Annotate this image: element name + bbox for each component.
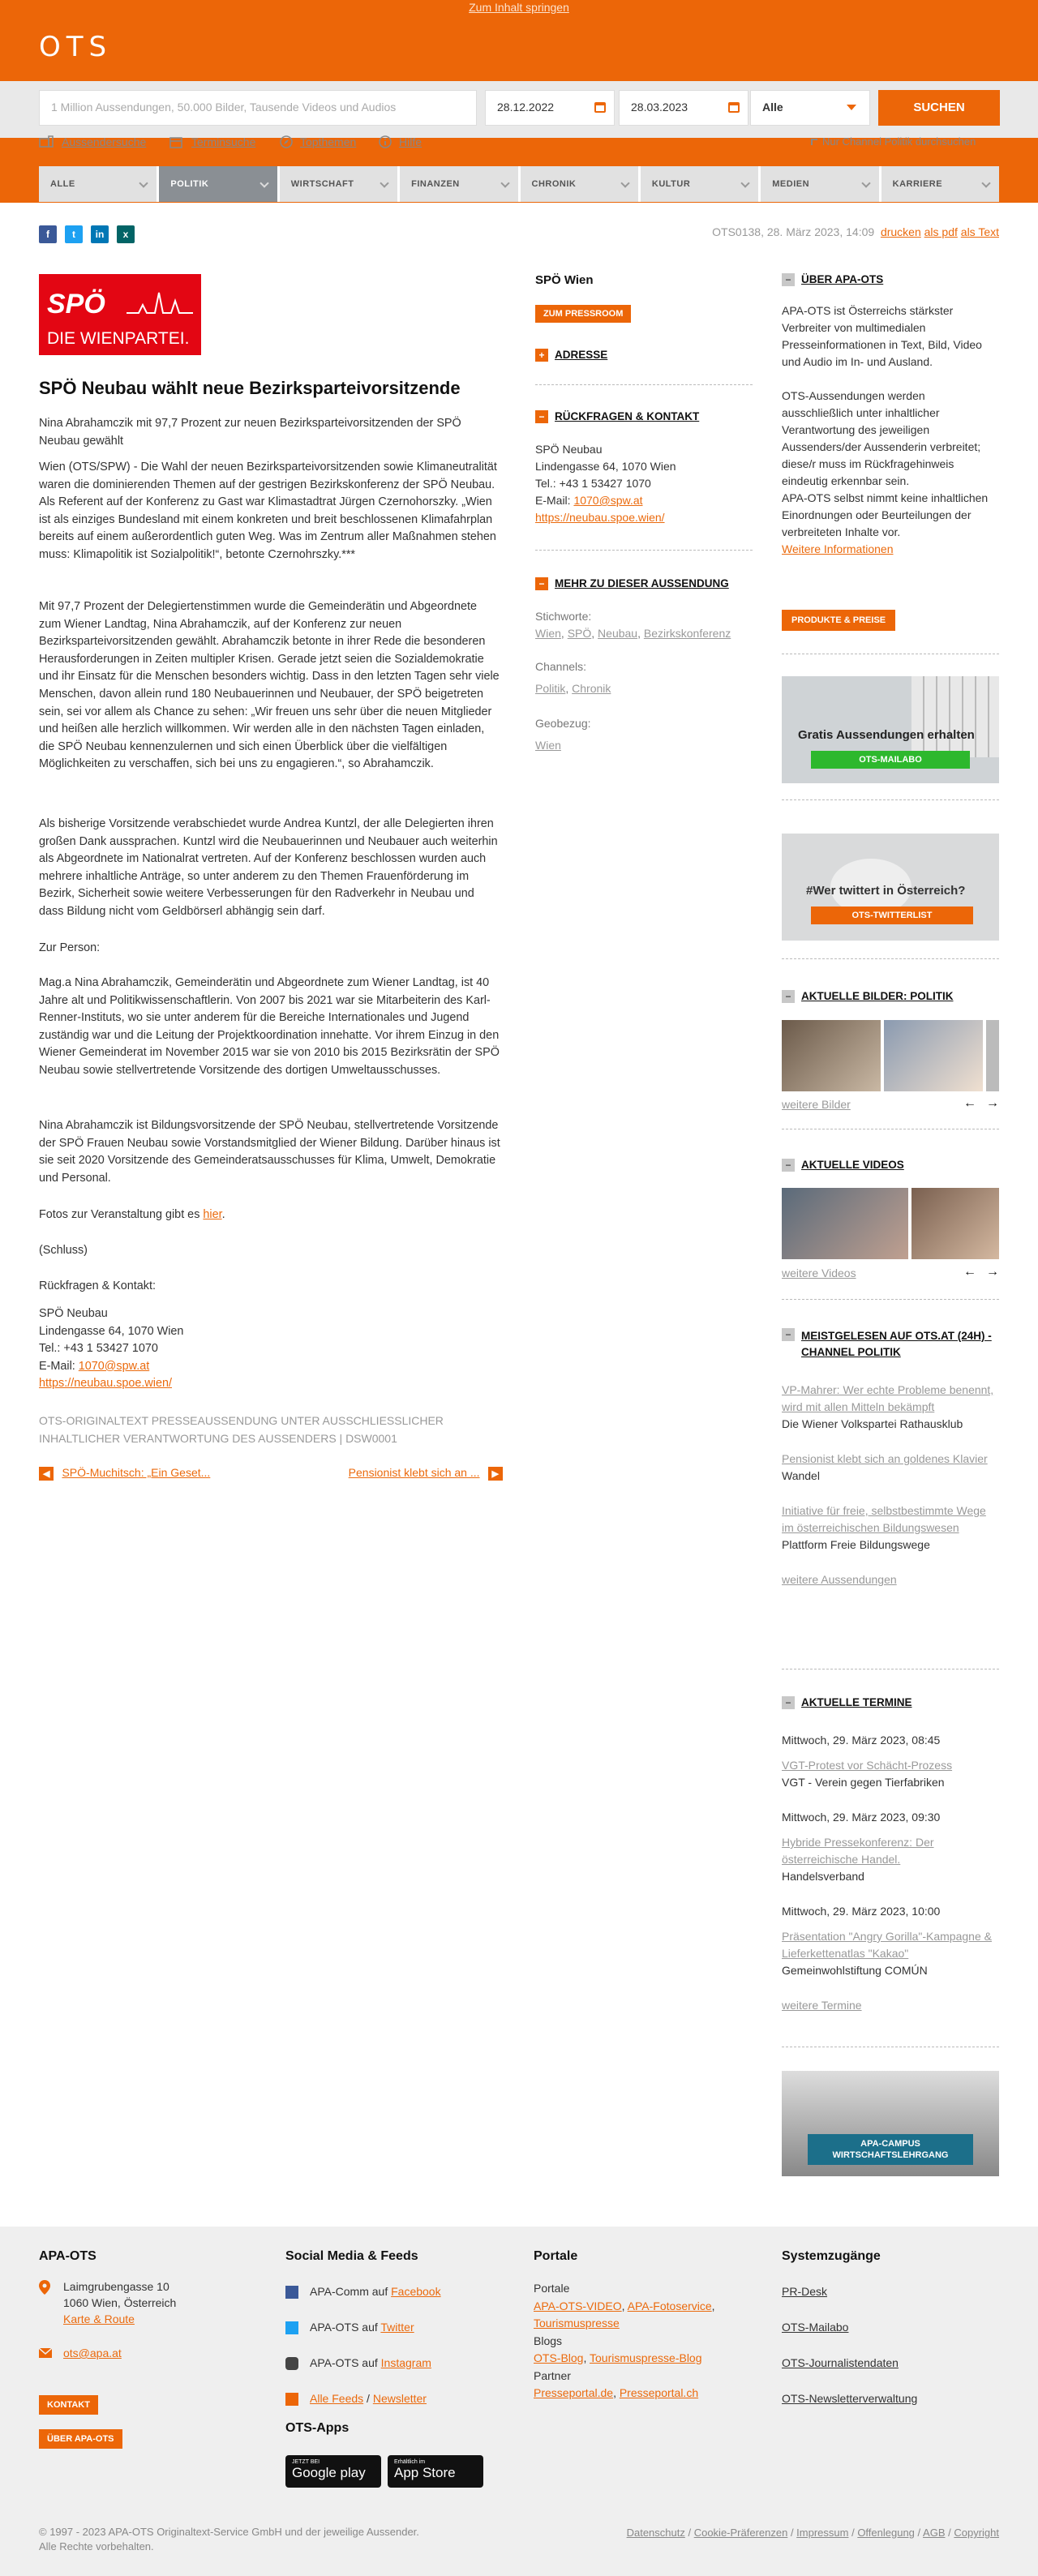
prev-article-link[interactable] [39,1466,210,1481]
event-organizer: VGT - Verein gegen Tierfabriken [782,1776,945,1789]
minus-icon: − [535,577,548,590]
contact-line: Lindengasse 64, 1070 Wien [39,1324,184,1338]
video-thumbnail[interactable] [782,1188,908,1259]
paragraph: Nina Abrahamczik ist Bildungsvorsitzende der SPÖ Neubau, stellvertretende Vorsitzende der SPÖ Frauen Neubau sowie Vorstandsmitglied der Wiener Bildung. Darüber hinaus ist sie seit 2020 Vorsitzende des Gemeinderatsausschusses für Klima, Umwelt, Demokratie und Personal. [39,1119,500,1185]
contact-line: Tel.: +43 1 53427 1070 [535,477,651,490]
feeds-line [310,2390,427,2407]
email-link[interactable]: 1070@spw.at [78,1359,150,1373]
prev-label[interactable]: SPÖ-Muchitsch: „Ein Geset... [62,1466,211,1479]
legal-link[interactable]: Datenschutz [626,2527,685,2539]
social-text: APA-OTS auf [310,2356,381,2369]
paragraph: Als bisherige Vorsitzende verabschiedet wurde Andrea Kuntzl, der alle Delegierten ihren großen Dank aussprachen. Kuntzl wird die Neubauerinnen und Neubauer auch weiterhin als Abgeordnete im Nationalrat vertreten. Auf der Konferenz beschlossen wurden auch mehrere inhaltliche Anträge, so unter anderem zu den Themen Frauenförderung im Bezirk, Sicherheit sowie weitere Verbesserungen für den Radverkehr in Neubau und dass Bildung nicht vom Geldbörserl abhängig sein darf. [39,817,498,918]
event-link[interactable]: VGT-Protest vor Schächt-Prozess [782,1759,953,1772]
minus-icon: − [782,990,795,1003]
mailabo-banner[interactable] [782,676,999,783]
article-lead: Nina Abrahamczik mit 97,7 Prozent zur neuen Bezirksparteivorsitzenden der SPÖ Neubau gewählt [39,417,461,448]
prev-arrow-icon[interactable]: ← [963,1265,976,1279]
system-link[interactable]: OTS-Journalistendaten [782,2356,899,2369]
footer-heading: Portale [534,2249,578,2263]
article-link[interactable]: Initiative für freie, selbstbestimmte Wege im österreichischen Bildungswesen [782,1504,986,1534]
sender-label: Die Wiener Volkspartei Rathausklub [782,1417,963,1430]
channel-only-label: Nur Channel Politik durchsuchen [822,135,976,148]
filter-select[interactable] [750,90,870,126]
system-link[interactable]: OTS-Mailabo [782,2321,849,2334]
keyword-link[interactable]: SPÖ [567,627,592,640]
event-search-link[interactable]: Terminsuche [191,135,256,148]
more-images-link[interactable]: weitere Bilder [782,1098,851,1111]
article-meta [712,225,999,238]
address-line: 1060 Wien, Österreich [63,2296,177,2309]
text: . [221,1208,225,1221]
footer-heading: APA-OTS [39,2249,97,2263]
divider [782,958,999,959]
section-title: AKTUELLE TERMINE [801,1696,912,1708]
date-to-field[interactable] [619,90,748,126]
event-organizer: Handelsverband [782,1870,864,1883]
nav-label: CHRONIK [531,179,577,189]
keywords-label: Stichworte: [535,610,592,623]
blog-link[interactable]: OTS-Blog [534,2351,584,2364]
videos-section-toggle[interactable] [782,1159,904,1171]
sender-search-icon [39,135,54,149]
events-section-toggle[interactable] [782,1696,912,1708]
twitter-icon [285,2321,298,2334]
badge-small-text: JETZT BEI [292,2459,320,2465]
divider [535,550,753,551]
paragraph: Wien (OTS/SPW) - Die Wahl der neuen Bezirksparteivorsitzenden sowie Klimaneutralität waren die dominierenden Themen auf der gestrigen Bezirkskonferenz der SPÖ Neubau. Als Referent auf der Konferenz zu Gast war Klimastadtrat Jürgen Czernohorszky. „Wien ist als einziges Bundesland mit einem konkreten und breit beschlossenen Klimafahrplan bereits auf einem außerordentlich guten Weg. Was im Zentrum aller Maßnahmen stehen muss: Klimapolitik ist Sozialpolitik!“, betonte Czernohrszky.*** [39,461,497,561]
legal-links: Datenschutz / Cookie-Präferenzen / Impressum / Offenlegung / AGB / Copyright [626,2527,999,2539]
nav-item-finanzen[interactable] [400,166,520,202]
paragraph [39,1207,501,1224]
event-item [782,1809,999,1885]
article-link[interactable]: Pensionist klebt sich an goldenes Klavier [782,1452,988,1465]
sender-contact [535,441,753,526]
footer-heading: OTS-Apps [285,2421,350,2435]
separator: / [363,2392,373,2405]
next-arrow-icon[interactable]: → [986,1096,999,1110]
keyboard-image [911,676,999,757]
feeds-link[interactable]: Alle Feeds [310,2392,364,2405]
twitterlist-banner[interactable] [782,834,999,941]
events-list [782,1732,999,2014]
channel-only-checkbox[interactable] [811,135,976,148]
google-play-badge[interactable] [285,2455,381,2488]
system-link[interactable]: PR-Desk [782,2285,828,2298]
campus-banner[interactable] [782,2071,999,2176]
category-nav [39,166,999,202]
about-section-toggle[interactable] [782,273,883,285]
banner-title: Gratis Aussendungen erhalten [798,728,975,742]
divider [782,1299,999,1300]
arrow-right-icon: ▶ [488,1467,503,1481]
chevron-down-icon [260,178,268,187]
more-section-toggle[interactable] [535,577,729,589]
arrow-left-icon: ◀ [39,1467,54,1481]
nav-item-karriere[interactable] [881,166,999,202]
twitterlist-button[interactable]: OTS-TWITTERLIST [811,907,973,924]
facebook-icon [285,2286,298,2299]
paragraph: (Schluss) [39,1244,88,1257]
legal-link[interactable]: Copyright [954,2527,999,2539]
skyline-icon [127,289,193,321]
event-link[interactable]: Hybride Pressekonferenz: Der österreichische Handel. [782,1836,934,1866]
next-arrow-icon[interactable]: → [986,1265,999,1279]
skip-to-content-link[interactable]: Zum Inhalt springen [469,1,569,14]
nav-label: ALLE [50,179,75,189]
linkedin-share-icon[interactable]: in [91,225,109,243]
social-text: APA-Comm auf [310,2285,392,2298]
channel-link[interactable]: Politik [535,682,566,695]
nav-label: POLITIK [170,179,209,189]
contact-line: SPÖ Neubau [535,443,603,456]
section-title: RÜCKFRAGEN & KONTAKT [555,410,700,422]
about-button[interactable]: ÜBER APA-OTS [39,2429,122,2449]
system-link[interactable]: OTS-Newsletterverwaltung [782,2392,918,2405]
website-link[interactable]: https://neubau.spoe.wien/ [39,1377,173,1391]
products-prices-button[interactable]: PRODUKTE & PREISE [782,610,895,631]
paragraph: Rückfragen & Kontakt: [39,1279,156,1292]
print-link[interactable]: drucken [880,225,921,238]
filter-value: Alle [762,101,783,114]
divider [535,384,753,385]
compass-icon [279,135,294,149]
contact-line: SPÖ Neubau [39,1307,108,1320]
help-link[interactable]: Hilfe [399,135,422,148]
event-item [782,1732,999,1791]
partner-label: Partner [534,2368,571,2382]
footer-heading: Systemzugänge [782,2249,881,2263]
list-item [782,1502,999,1554]
section-title: ADRESSE [555,349,608,361]
chevron-down-icon [847,105,856,110]
date-from-field[interactable] [485,90,615,126]
map-link[interactable]: Karte & Route [63,2312,135,2325]
next-article-link[interactable] [349,1466,503,1481]
article-id-date: OTS0138, 28. März 2023, 14:09 [712,225,875,238]
about-paragraph: APA-OTS selbst nimmt keine inhaltlichen Einordnungen oder Beurteilungen der verbreiteten Inhalte vor. [782,491,989,538]
ots-footer-note: OTS-ORIGINALTEXT PRESSEAUSSENDUNG UNTER AUSSCHLIESSLICHER INHALTLICHER VERANTWORTUNG DES AUSSENDERS | DSW0001 [39,1414,444,1445]
facebook-link[interactable]: Facebook [391,2285,441,2298]
copyright-line: Alle Rechte vorbehalten. [39,2540,154,2552]
location-pin-icon [39,2280,50,2295]
date-from-value: 28.12.2022 [497,101,555,114]
logo-subtitle: DIE WIENPARTEI. [47,329,190,348]
more-items-link[interactable]: weitere Aussendungen [782,1573,897,1586]
images-section-toggle[interactable] [782,990,954,1002]
section-title: AKTUELLE VIDEOS [801,1159,904,1171]
sender-name [535,273,753,287]
geo-block [535,715,753,754]
copyright [39,2525,419,2554]
contact-line: E-Mail: [39,1359,79,1373]
badge-text: App Store [394,2465,456,2480]
date-to-value: 28.03.2023 [631,101,688,114]
chevron-down-icon [620,178,629,187]
about-paragraph: OTS-Aussendungen werden ausschließlich unter inhaltlicher Verantwortung des jeweiligen Aussenders/der Aussenderin verbreitet; diese/r muss im Rückfragehinweis eindeutig erkennbar sein. [782,389,981,487]
sender-search-link[interactable]: Aussendersuche [62,135,147,148]
footer-heading: Social Media & Feeds [285,2249,418,2263]
event-organizer: Gemeinwohlstiftung COMÚN [782,1964,928,1977]
legal-link[interactable]: Offenlegung [857,2527,915,2539]
keyword-link[interactable]: Wien [535,627,561,640]
badge-text: Google play [292,2465,366,2480]
partner-link[interactable]: Presseportal.de [534,2386,614,2399]
logo-text: SPÖ [47,289,105,319]
list-item [782,1382,999,1433]
chevron-down-icon [861,178,870,187]
portals-label: Portale [534,2282,570,2295]
address-section-toggle[interactable] [535,349,607,361]
paragraph: Mit 97,7 Prozent der Delegiertenstimmen wurde die Gemeinderätin und Abgeordnete zum Wiener Landtag, Nina Abrahamczik, auf der Konferenz zur neuen Bezirksparteivorsitzenden gewählt. Abrahamczik betonte in ihrer Rede die besonderen Herausforderungen in Zeiten multipler Krisen. Gerade jetzt seien die Sozialdemokratie und ihr Einsatz für die Menschen besonders wichtig. Dass in den letzten Tagen sehr viele Menschen, davon allein rund 180 Neubauerinnen und Neubauer, der SPÖ beigetreten sein, sei vor allem als Chance zu sehen: „Wir freuen uns sehr über die neuen Mitglieder und heißen alle herzlich willkommen. Wir werden alle in den nächsten Tagen einladen, die SPÖ Neubau kennenzulernen und sich einen Überblick über die vielfältigen Möglichkeiten zu verschaffen, sich bei uns zu engagieren.“, so Abrahamczik. [39,600,500,771]
about-paragraph: APA-OTS ist Österreichs stärkster Verbreiter von multimedialen Presseinformationen in Text, Bild, Video und Audio im In- und Ausland. [782,304,982,368]
twitter-link[interactable]: Twitter [380,2321,414,2334]
contact-section-toggle[interactable] [535,410,699,422]
search-button[interactable]: SUCHEN [878,90,1000,126]
social-line [310,2319,414,2335]
nav-label: MEDIEN [772,179,810,189]
rss-icon [285,2393,298,2406]
divider [782,799,999,800]
section-title: MEHR ZU DIESER AUSSENDUNG [555,577,729,589]
social-line [310,2355,431,2371]
legal-link[interactable]: Cookie-Präferenzen [693,2527,788,2539]
geo-link[interactable]: Wien [535,739,561,752]
chevron-down-icon [380,178,388,187]
legal-link[interactable]: AGB [923,2527,946,2539]
newsletter-link[interactable]: Newsletter [372,2392,427,2405]
top-topics-link[interactable]: Topthemen [300,135,357,148]
about-text [782,302,999,558]
footer-address [63,2278,176,2327]
paragraph: Zur Person: [39,941,101,954]
event-item [782,1903,999,1979]
calendar-icon [169,135,183,149]
contact-line: E-Mail: [535,494,574,507]
nav-label: KULTUR [651,179,691,189]
event-date: Mittwoch, 29. März 2023, 08:45 [782,1734,941,1747]
nav-item-wirtschaft[interactable] [280,166,400,202]
banner-title: #Wer twittert in Österreich? [806,884,966,898]
more-videos-link[interactable]: weitere Videos [782,1267,856,1279]
next-label[interactable]: Pensionist klebt sich an ... [348,1466,480,1479]
spo-logo [39,274,201,355]
nav-item-politik[interactable] [159,166,279,202]
section-title: MEISTGELESEN AUF OTS.AT (24H) - CHANNEL POLITIK [801,1330,992,1358]
sender-label: Plattform Freie Bildungswege [782,1538,930,1551]
video-thumbnail[interactable] [911,1188,999,1259]
portals-list: Portale APA-OTS-VIDEO, APA-Fotoservice, Tourismuspresse Blogs OTS-Blog, Tourismuspresse-Blog Partner Presseportal.de, Presseportal.ch [534,2280,753,2402]
article-title: SPÖ Neubau wählt neue Bezirksparteivorsitzende [39,378,461,398]
event-link[interactable]: Präsentation "Angry Gorilla"-Kampagne & Lieferkettenatlas "Kakao" [782,1930,992,1960]
news-photo[interactable] [884,1020,983,1091]
section-title: ÜBER APA-OTS [801,273,884,285]
event-date: Mittwoch, 29. März 2023, 09:30 [782,1811,941,1824]
minus-icon: − [782,1696,795,1709]
mailabo-button[interactable]: OTS-MAILABO [811,751,970,769]
portal-link[interactable]: APA-Fotoservice [627,2299,712,2312]
badge-small-text: Erhältlich im [394,2459,426,2465]
contact-block [39,1305,501,1393]
portal-link[interactable]: Tourismuspresse [534,2317,620,2330]
pressroom-button[interactable]: ZUM PRESSROOM [535,305,631,323]
instagram-link[interactable]: Instagram [380,2356,431,2369]
news-photo[interactable] [782,1020,881,1091]
article-link[interactable]: VP-Mahrer: Wer echte Probleme benennt, wird mit allen Mitteln bekämpft [782,1383,994,1413]
more-info-link[interactable]: Weitere Informationen [782,542,894,555]
prev-arrow-icon[interactable]: ← [963,1096,976,1110]
campus-button[interactable]: APA-CAMPUS WIRTSCHAFTSLEHRGANG [808,2134,973,2165]
ots-logo[interactable]: OTS [39,31,113,63]
calendar-icon[interactable] [594,102,606,113]
app-store-badge[interactable] [388,2455,483,2488]
search-input[interactable]: 1 Million Aussendungen, 50.000 Bilder, Tausende Videos und Audios [39,90,477,126]
copyright-line: © 1997 - 2023 APA-OTS Originaltext-Service GmbH und der jeweilige Aussender. [39,2526,419,2538]
pdf-link[interactable]: als pdf [924,225,958,238]
section-title: AKTUELLE BILDER: POLITIK [801,990,954,1002]
social-line [310,2283,441,2300]
info-icon [378,135,392,149]
nav-label: WIRTSCHAFT [290,179,354,189]
portal-link[interactable]: APA-OTS-VIDEO [534,2299,622,2312]
sender-title: SPÖ Wien [535,273,594,287]
blog-link[interactable]: Tourismuspresse-Blog [590,2351,702,2364]
legal-link[interactable]: Impressum [796,2527,849,2539]
channels-label: Channels: [535,660,587,673]
email-link[interactable]: 1070@spw.at [573,494,643,507]
social-text: APA-OTS auf [310,2321,381,2334]
most-read-section-toggle[interactable] [782,1328,999,1361]
channel-link[interactable]: Chronik [572,682,611,695]
nav-item-medien[interactable] [761,166,881,202]
minus-icon: − [782,1328,795,1341]
website-link[interactable]: https://neubau.spoe.wien/ [535,511,665,524]
keyword-link[interactable]: Bezirkskonferenz [643,627,731,640]
news-photo[interactable] [986,1020,999,1091]
paragraph: Mag.a Nina Abrahamczik, Gemeinderätin und Abgeordnete zum Wiener Landtag, ist 40 Jahre alt und Politikwissenschaftlerin. Von 2007 bis 2021 war sie Mitarbeiterin des Karl-Renner-Instituts, wo sie unter anderem für die Bereiche Internationales und Jugend zuständig war und die Leitung der Projektkoordination innehatte. Vor ihrem Einzug in den Wiener Gemeinderat im November 2015 war sie von 2010 bis 2015 Bezirksrätin der SPÖ Neubau sowie stellvertretende Vorsitzende des dortigen Umweltausschusses. [39,976,500,1077]
text: Fotos zur Veranstaltung gibt es [39,1208,204,1221]
text-link[interactable]: als Text [960,225,999,238]
more-events-link[interactable]: weitere Termine [782,1999,862,2012]
nav-label: FINANZEN [411,179,460,189]
minus-icon: − [782,273,795,286]
chevron-down-icon [741,178,750,187]
facebook-share-icon[interactable]: f [39,225,57,243]
chevron-down-icon [139,178,148,187]
plus-icon: + [535,349,548,362]
partner-link[interactable]: Presseportal.ch [619,2386,699,2399]
nav-item-kultur[interactable] [641,166,761,202]
most-read-list [782,1382,999,1588]
minus-icon: − [535,410,548,423]
list-item [782,1451,999,1485]
chevron-down-icon [981,178,990,187]
contact-line: Lindengasse 64, 1070 Wien [535,460,676,473]
minus-icon: − [782,1159,795,1172]
twitter-share-icon[interactable]: t [65,225,83,243]
xing-share-icon[interactable]: x [117,225,135,243]
email-link[interactable]: ots@apa.at [63,2347,122,2360]
chevron-down-icon [500,178,509,187]
event-date: Mittwoch, 29. März 2023, 10:00 [782,1905,941,1918]
nav-item-alle[interactable] [39,166,159,202]
mail-icon [39,2348,52,2358]
keyword-link[interactable]: Neubau [598,627,638,640]
address-line: Laimgrubengasse 10 [63,2280,169,2293]
contact-button[interactable]: KONTAKT [39,2395,98,2415]
contact-line: Tel.: +43 1 53427 1070 [39,1342,158,1356]
keywords-block: Stichworte: Wien, SPÖ, Neubau, Bezirkskonferenz [535,608,753,642]
calendar-icon[interactable] [728,102,740,113]
sender-label: Wandel [782,1469,820,1482]
checkbox-icon [811,139,817,145]
geo-label: Geobezug: [535,717,591,730]
channels-block: Channels: Politik, Chronik [535,658,753,697]
photos-link[interactable]: hier [203,1208,222,1221]
instagram-icon [285,2357,298,2370]
nav-label: KARRIERE [892,179,943,189]
blogs-label: Blogs [534,2334,563,2347]
nav-item-chronik[interactable] [521,166,641,202]
